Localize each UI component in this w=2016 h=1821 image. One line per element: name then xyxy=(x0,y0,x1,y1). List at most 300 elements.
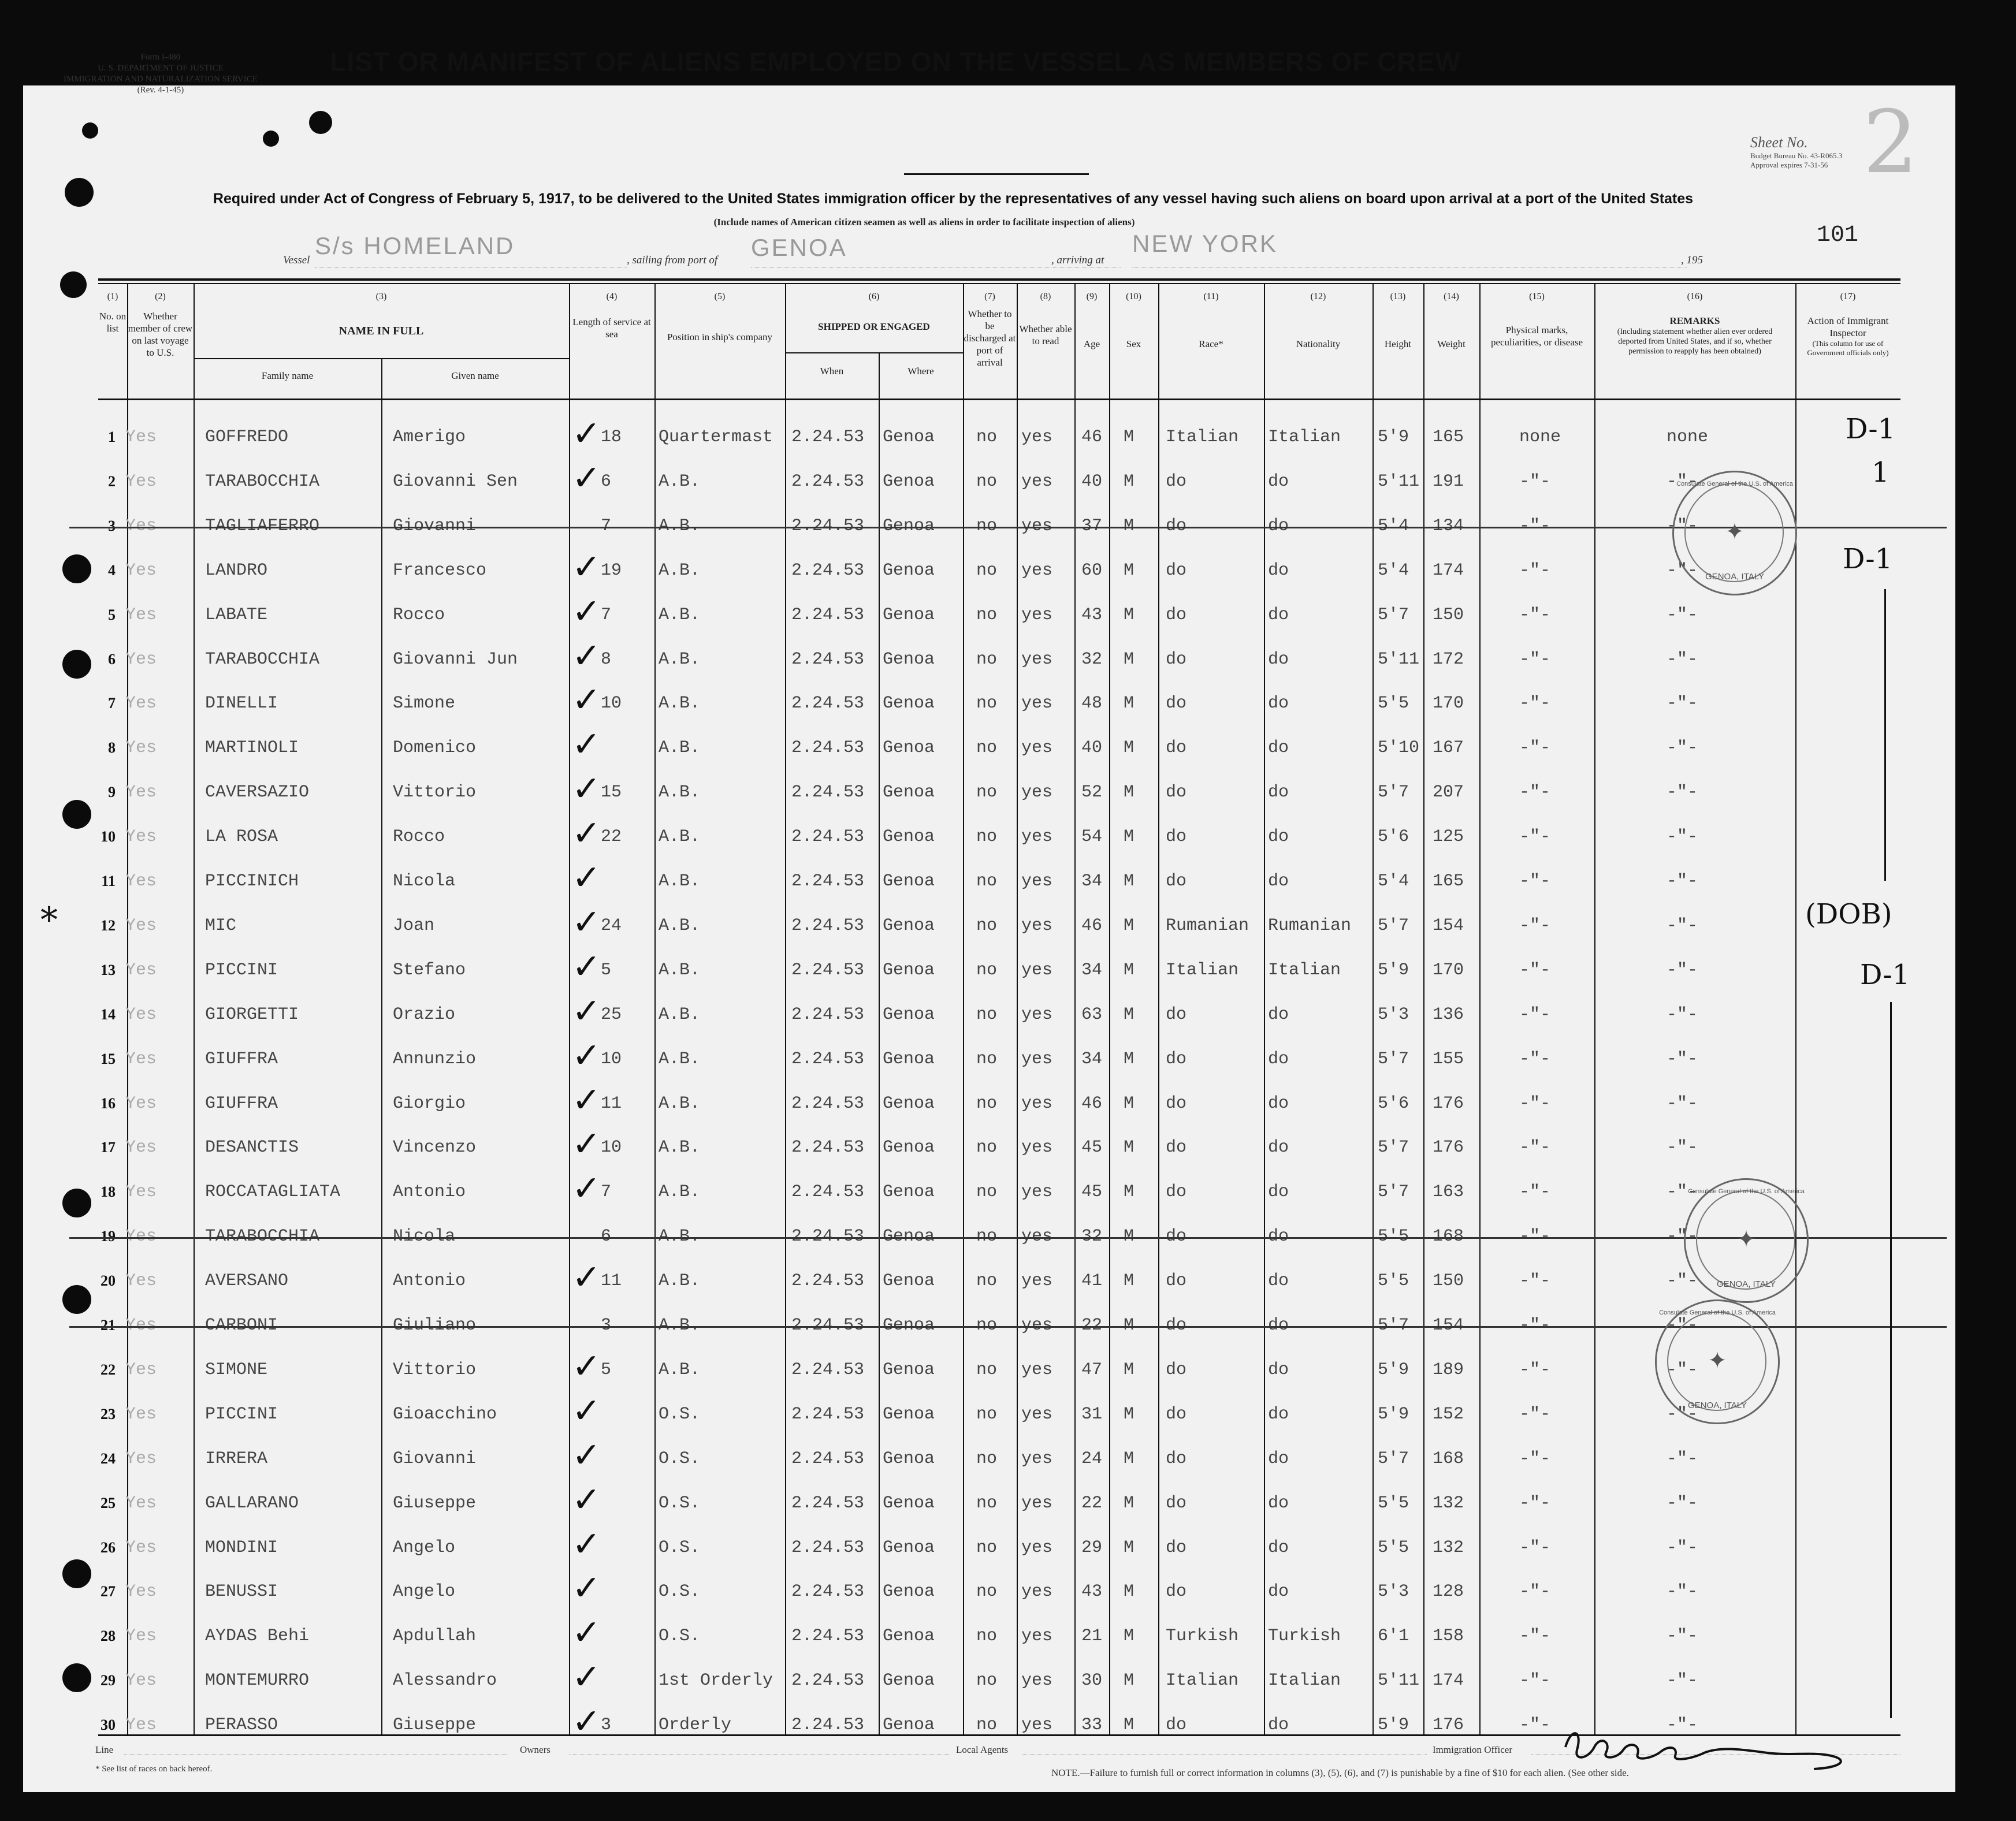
physical-marks-cell: -"- xyxy=(1519,650,1551,669)
service-length-cell: 10 xyxy=(601,694,622,713)
prev-crew-cell: Yes xyxy=(125,1005,157,1025)
given-name-cell: Simone xyxy=(393,694,456,713)
remarks-cell: -"- xyxy=(1667,1626,1698,1646)
shipped-date-cell: 2.24.53 xyxy=(791,783,865,802)
can-read-cell: yes xyxy=(1021,827,1053,847)
annotation-dob: (DOB) xyxy=(1805,898,1892,930)
given-name-cell: Angelo xyxy=(393,1538,456,1558)
sex-cell: M xyxy=(1124,516,1135,536)
age-cell: 46 xyxy=(1081,916,1103,936)
age-cell: 48 xyxy=(1081,694,1103,713)
position-cell: O.S. xyxy=(659,1582,701,1602)
prev-crew-cell: Yes xyxy=(125,1405,157,1424)
physical-marks-cell: -"- xyxy=(1519,1582,1551,1602)
age-cell: 32 xyxy=(1081,650,1103,669)
age-cell: 37 xyxy=(1081,516,1103,536)
checkmark-icon: ✓ xyxy=(572,813,601,854)
row-number: 7 xyxy=(108,695,116,712)
service-length-cell: 6 xyxy=(601,472,612,491)
row-number: 5 xyxy=(108,606,116,623)
shipped-port-cell: Genoa xyxy=(883,1582,935,1602)
col-6-header: (6) SHIPPED OR ENGAGED xyxy=(818,292,930,332)
height-cell: 5'7 xyxy=(1378,1182,1409,1202)
prev-crew-cell: Yes xyxy=(125,1094,157,1114)
service: IMMIGRATION AND NATURALIZATION SERVICE xyxy=(64,75,258,84)
discharge-cell: no xyxy=(976,1271,998,1291)
service-length-cell: 7 xyxy=(601,516,612,536)
physical-marks-cell: -"- xyxy=(1519,1405,1551,1424)
position-cell: A.B. xyxy=(659,472,701,491)
checkmark-icon: ✓ xyxy=(572,636,601,676)
age-cell: 52 xyxy=(1081,783,1103,802)
height-cell: 5'7 xyxy=(1378,605,1409,625)
prev-crew-cell: Yes xyxy=(125,1138,157,1157)
physical-marks-cell: -"- xyxy=(1519,1094,1551,1114)
sheet-label: Sheet No. xyxy=(1750,134,1808,151)
remarks-cell: -"- xyxy=(1667,1494,1698,1513)
discharge-cell: no xyxy=(976,605,998,625)
weight-cell: 150 xyxy=(1433,1271,1464,1291)
race-cell: do xyxy=(1166,783,1187,802)
can-read-cell: yes xyxy=(1021,650,1053,669)
col-5-header: (5) Position in ship's company xyxy=(667,292,773,342)
race-cell: do xyxy=(1166,1715,1187,1735)
nationality-cell: do xyxy=(1268,472,1289,491)
row-number: 2 xyxy=(108,473,116,490)
shipped-date-cell: 2.24.53 xyxy=(791,605,865,625)
nationality-cell: do xyxy=(1268,694,1289,713)
prev-crew-cell: Yes xyxy=(125,916,157,936)
remarks-cell: -"- xyxy=(1667,1094,1698,1114)
row-number: 20 xyxy=(101,1272,116,1289)
where-header: Where xyxy=(907,366,934,377)
shipped-date-cell: 2.24.53 xyxy=(791,1582,865,1602)
family-name-cell: PICCINICH xyxy=(205,872,299,891)
can-read-cell: yes xyxy=(1021,1405,1053,1424)
remarks-cell: -"- xyxy=(1667,1005,1698,1025)
race-cell: do xyxy=(1166,1094,1187,1114)
family-name-cell: PICCINI xyxy=(205,1405,278,1424)
sex-cell: M xyxy=(1124,1671,1135,1690)
given-name-cell: Antonio xyxy=(393,1271,466,1291)
race-cell: Italian xyxy=(1166,427,1239,447)
physical-marks-cell: -"- xyxy=(1519,561,1551,580)
physical-marks-cell: -"- xyxy=(1519,1049,1551,1069)
given-name-cell: Rocco xyxy=(393,827,445,847)
shipped-date-cell: 2.24.53 xyxy=(791,1538,865,1558)
prev-crew-cell: Yes xyxy=(125,1227,157,1246)
stamp-city: GENOA, ITALY xyxy=(1688,1401,1747,1410)
prev-crew-cell: Yes xyxy=(125,1271,157,1291)
nationality-cell: do xyxy=(1268,1715,1289,1735)
checkmark-icon: ✓ xyxy=(572,547,601,587)
sheet-number: 2 xyxy=(1863,92,1918,193)
sex-cell: M xyxy=(1124,960,1135,980)
family-name-cell: AYDAS Behi xyxy=(205,1626,310,1646)
discharge-cell: no xyxy=(976,561,998,580)
nationality-cell: do xyxy=(1268,1138,1289,1157)
row-number: 18 xyxy=(101,1183,116,1200)
race-cell: do xyxy=(1166,561,1187,580)
col-7-header: (7) Whether to be discharged at port of arrival xyxy=(964,292,1016,368)
discharge-cell: no xyxy=(976,1227,998,1246)
remarks-cell: -"- xyxy=(1667,516,1698,536)
position-cell: A.B. xyxy=(659,1360,701,1380)
column-rule xyxy=(1109,283,1110,1734)
prev-crew-cell: Yes xyxy=(125,605,157,625)
remarks-cell: -"- xyxy=(1667,872,1698,891)
age-cell: 41 xyxy=(1081,1271,1103,1291)
can-read-cell: yes xyxy=(1021,1227,1053,1246)
age-cell: 40 xyxy=(1081,472,1103,491)
remarks-cell: -"- xyxy=(1667,1227,1698,1246)
annotation-d1: D-1 xyxy=(1843,543,1893,575)
sex-cell: M xyxy=(1124,694,1135,713)
height-cell: 5'4 xyxy=(1378,516,1409,536)
can-read-cell: yes xyxy=(1021,1360,1053,1380)
shipped-port-cell: Genoa xyxy=(883,783,935,802)
race-cell: do xyxy=(1166,1271,1187,1291)
position-cell: A.B. xyxy=(659,561,701,580)
height-cell: 5'5 xyxy=(1378,694,1409,713)
family-name-cell: TARABOCCHIA xyxy=(205,650,320,669)
age-cell: 46 xyxy=(1081,427,1103,447)
shipped-port-cell: Genoa xyxy=(883,1360,935,1380)
physical-marks-cell: -"- xyxy=(1519,738,1551,758)
race-cell: do xyxy=(1166,472,1187,491)
family-name-cell: AVERSANO xyxy=(205,1271,289,1291)
sex-cell: M xyxy=(1124,1316,1135,1335)
remarks-cell: -"- xyxy=(1667,916,1698,936)
height-cell: 5'7 xyxy=(1378,916,1409,936)
checkmark-icon: ✓ xyxy=(572,1568,601,1608)
footer-owners-label: Owners xyxy=(520,1744,551,1755)
nationality-cell: do xyxy=(1268,872,1289,891)
col-10-header: (10) Sex xyxy=(1126,292,1141,349)
shipped-port-cell: Genoa xyxy=(883,1049,935,1069)
can-read-cell: yes xyxy=(1021,1271,1053,1291)
checkmark-icon: ✓ xyxy=(572,591,601,632)
position-cell: A.B. xyxy=(659,1049,701,1069)
weight-cell: 176 xyxy=(1433,1094,1464,1114)
shipped-date-cell: 2.24.53 xyxy=(791,1494,865,1513)
shipped-port-cell: Genoa xyxy=(883,1271,935,1291)
checkmark-icon: ✓ xyxy=(572,947,601,987)
position-cell: A.B. xyxy=(659,1138,701,1157)
footer-officer-label: Immigration Officer xyxy=(1433,1744,1513,1755)
height-cell: 5'11 xyxy=(1378,472,1420,491)
weight-cell: 168 xyxy=(1433,1227,1464,1246)
row-number: 16 xyxy=(101,1095,116,1112)
row-number: 1 xyxy=(108,429,116,445)
weight-cell: 163 xyxy=(1433,1182,1464,1202)
given-name-cell: Stefano xyxy=(393,960,466,980)
weight-cell: 189 xyxy=(1433,1360,1464,1380)
discharge-cell: no xyxy=(976,1049,998,1069)
height-cell: 5'9 xyxy=(1378,1360,1409,1380)
col-9-header: (9) Age xyxy=(1083,292,1100,349)
position-cell: O.S. xyxy=(659,1626,701,1646)
discharge-cell: no xyxy=(976,1494,998,1513)
age-cell: 24 xyxy=(1081,1449,1103,1469)
sailing-port: GENOA xyxy=(751,234,847,261)
discharge-cell: no xyxy=(976,1715,998,1735)
shipped-port-cell: Genoa xyxy=(883,738,935,758)
race-cell: do xyxy=(1166,1360,1187,1380)
height-cell: 5'9 xyxy=(1378,427,1409,447)
row-number: 14 xyxy=(101,1006,116,1023)
fine-note: NOTE.—Failure to furnish full or correct information in columns (3), (5), (6), and (7) is punishable by a fine of $10 for each alien. (See other side. xyxy=(1051,1767,1629,1778)
column-rule xyxy=(1074,283,1076,1734)
age-cell: 34 xyxy=(1081,1049,1103,1069)
sex-cell: M xyxy=(1124,916,1135,936)
height-cell: 5'9 xyxy=(1378,1715,1409,1735)
can-read-cell: yes xyxy=(1021,516,1053,536)
race-cell: Italian xyxy=(1166,1671,1239,1690)
discharge-cell: no xyxy=(976,1671,998,1690)
service-length-cell: 3 xyxy=(601,1316,612,1335)
bracket-line xyxy=(1890,1002,1892,1718)
discharge-cell: no xyxy=(976,516,998,536)
weight-cell: 134 xyxy=(1433,516,1464,536)
checkmark-icon: ✓ xyxy=(572,1391,601,1431)
row-number: 22 xyxy=(101,1361,116,1378)
family-name-cell: LA ROSA xyxy=(205,827,278,847)
shipped-port-cell: Genoa xyxy=(883,605,935,625)
nationality-cell: do xyxy=(1268,1360,1289,1380)
year-label: , 195 xyxy=(1681,254,1703,266)
physical-marks-cell: -"- xyxy=(1519,1449,1551,1469)
shipped-date-cell: 2.24.53 xyxy=(791,1405,865,1424)
prev-crew-cell: Yes xyxy=(125,1449,157,1469)
prev-crew-cell: Yes xyxy=(125,783,157,802)
given-name-cell: Giuliano xyxy=(393,1316,477,1335)
footer-agents-label: Local Agents xyxy=(956,1744,1009,1755)
subnote: (Include names of American citizen seamen as well as aliens in order to facilitate inspection of aliens) xyxy=(713,217,1135,228)
height-cell: 5'3 xyxy=(1378,1005,1409,1025)
discharge-cell: no xyxy=(976,1626,998,1646)
shipped-date-cell: 2.24.53 xyxy=(791,1449,865,1469)
given-name-cell: Giorgio xyxy=(393,1094,466,1114)
family-name-cell: GIUFFRA xyxy=(205,1049,278,1069)
height-cell: 5'7 xyxy=(1378,783,1409,802)
discharge-cell: no xyxy=(976,1360,998,1380)
sex-cell: M xyxy=(1124,650,1135,669)
race-cell: do xyxy=(1166,1005,1187,1025)
family-name-cell: GIORGETTI xyxy=(205,1005,299,1025)
weight-cell: 170 xyxy=(1433,960,1464,980)
position-cell: A.B. xyxy=(659,1316,701,1335)
checkmark-icon: ✓ xyxy=(572,991,601,1031)
physical-marks-cell: -"- xyxy=(1519,1494,1551,1513)
shipped-date-cell: 2.24.53 xyxy=(791,1626,865,1646)
physical-marks-cell: -"- xyxy=(1519,472,1551,491)
shipped-date-cell: 2.24.53 xyxy=(791,1271,865,1291)
shipped-date-cell: 2.24.53 xyxy=(791,1049,865,1069)
family-name-cell: PICCINI xyxy=(205,960,278,980)
discharge-cell: no xyxy=(976,1582,998,1602)
family-name-cell: GIUFFRA xyxy=(205,1094,278,1114)
given-name-cell: Apdullah xyxy=(393,1626,477,1646)
shipped-port-cell: Genoa xyxy=(883,1494,935,1513)
col-12-header: (12) Nationality xyxy=(1296,292,1341,349)
punch-hole xyxy=(65,178,94,207)
discharge-cell: no xyxy=(976,827,998,847)
annotation-star: * xyxy=(40,900,58,940)
discharge-cell: no xyxy=(976,1138,998,1157)
height-cell: 5'9 xyxy=(1378,960,1409,980)
column-rule xyxy=(654,283,656,1734)
shipped-date-cell: 2.24.53 xyxy=(791,916,865,936)
when-header: When xyxy=(820,366,844,377)
arriving-label: , arriving at xyxy=(1051,254,1104,266)
prev-crew-cell: Yes xyxy=(125,1494,157,1513)
can-read-cell: yes xyxy=(1021,783,1053,802)
discharge-cell: no xyxy=(976,1449,998,1469)
can-read-cell: yes xyxy=(1021,738,1053,758)
column-rule xyxy=(1372,283,1374,1734)
can-read-cell: yes xyxy=(1021,427,1053,447)
height-cell: 5'4 xyxy=(1378,872,1409,891)
given-name-cell: Domenico xyxy=(393,738,477,758)
shipped-date-cell: 2.24.53 xyxy=(791,1227,865,1246)
physical-marks-cell: -"- xyxy=(1519,605,1551,625)
age-cell: 45 xyxy=(1081,1182,1103,1202)
given-name-cell: Giovanni Jun xyxy=(393,650,518,669)
vessel-name: S/s HOMELAND xyxy=(315,232,515,259)
sex-cell: M xyxy=(1124,561,1135,580)
budget-info xyxy=(1750,151,1842,170)
sex-cell: M xyxy=(1124,827,1135,847)
can-read-cell: yes xyxy=(1021,1005,1053,1025)
position-cell: A.B. xyxy=(659,960,701,980)
family-name-cell: DESANCTIS xyxy=(205,1138,299,1157)
height-cell: 5'4 xyxy=(1378,561,1409,580)
position-cell: A.B. xyxy=(659,605,701,625)
column-rule xyxy=(1017,283,1018,1734)
physical-marks-cell: -"- xyxy=(1519,1271,1551,1291)
column-rule xyxy=(569,283,570,1734)
discharge-cell: no xyxy=(976,1405,998,1424)
column-rule xyxy=(1594,283,1595,1734)
sex-cell: M xyxy=(1124,1582,1135,1602)
age-cell: 60 xyxy=(1081,561,1103,580)
row-number: 12 xyxy=(101,917,116,934)
can-read-cell: yes xyxy=(1021,1538,1053,1558)
stamp-eagle-icon: ✦ xyxy=(1725,519,1745,545)
sex-cell: M xyxy=(1124,1271,1135,1291)
can-read-cell: yes xyxy=(1021,1138,1053,1157)
prev-crew-cell: Yes xyxy=(125,872,157,891)
sex-cell: M xyxy=(1124,427,1135,447)
subheader-rule xyxy=(785,352,963,353)
col-16-header: (16) REMARKS (Including statement whether alien ever ordered deported from United States, and if so, whether permission to reapply has been obtained) xyxy=(1617,292,1773,356)
remarks-cell: -"- xyxy=(1667,1316,1698,1335)
physical-marks-cell: -"- xyxy=(1519,1227,1551,1246)
nationality-cell: Turkish xyxy=(1268,1626,1341,1646)
position-cell: A.B. xyxy=(659,783,701,802)
header-top-rule xyxy=(98,278,1900,281)
checkmark-icon: ✓ xyxy=(572,769,601,809)
prev-crew-cell: Yes xyxy=(125,1538,157,1558)
position-cell: A.B. xyxy=(659,1094,701,1114)
physical-marks-cell: -"- xyxy=(1519,1538,1551,1558)
shipped-port-cell: Genoa xyxy=(883,872,935,891)
family-name-cell: DINELLI xyxy=(205,694,278,713)
remarks-cell: -"- xyxy=(1667,1715,1698,1735)
weight-cell: 128 xyxy=(1433,1582,1464,1602)
remarks-cell: -"- xyxy=(1667,561,1698,580)
given-name-cell: Gioacchino xyxy=(393,1405,497,1424)
race-cell: Italian xyxy=(1166,960,1239,980)
sex-cell: M xyxy=(1124,872,1135,891)
nationality-cell: do xyxy=(1268,516,1289,536)
age-cell: 33 xyxy=(1081,1715,1103,1735)
column-rule xyxy=(1795,283,1796,1734)
race-cell: do xyxy=(1166,827,1187,847)
shipped-port-cell: Genoa xyxy=(883,1405,935,1424)
col-1-header: (1) No. on list xyxy=(99,292,127,334)
physical-marks-cell: -"- xyxy=(1519,1005,1551,1025)
given-name-cell: Angelo xyxy=(393,1582,456,1602)
given-name-cell: Vincenzo xyxy=(393,1138,477,1157)
checkmark-icon: ✓ xyxy=(572,1346,601,1387)
physical-marks-cell: -"- xyxy=(1519,1138,1551,1157)
shipped-port-cell: Genoa xyxy=(883,1138,935,1157)
form-number: Form I-480 xyxy=(140,53,181,62)
shipped-date-cell: 2.24.53 xyxy=(791,1671,865,1690)
subheader-divider xyxy=(381,358,382,1734)
column-rule xyxy=(963,283,964,1734)
race-cell: do xyxy=(1166,1538,1187,1558)
col-13-header: (13) Height xyxy=(1384,292,1412,349)
remarks-cell: -"- xyxy=(1667,738,1698,758)
nationality-cell: do xyxy=(1268,738,1289,758)
checkmark-icon: ✓ xyxy=(572,902,601,943)
punch-hole xyxy=(263,131,279,147)
position-cell: A.B. xyxy=(659,916,701,936)
physical-marks-cell: -"- xyxy=(1519,783,1551,802)
prev-crew-cell: Yes xyxy=(125,1671,157,1690)
nationality-cell: do xyxy=(1268,1449,1289,1469)
race-cell: Rumanian xyxy=(1166,916,1249,936)
annotation-one: 1 xyxy=(1872,456,1889,489)
position-cell: 1st Orderly xyxy=(659,1671,773,1690)
header-bottom-rule xyxy=(98,399,1900,400)
weight-cell: 207 xyxy=(1433,783,1464,802)
discharge-cell: no xyxy=(976,1182,998,1202)
shipped-port-cell: Genoa xyxy=(883,694,935,713)
service-length-cell: 3 xyxy=(601,1715,612,1735)
age-cell: 21 xyxy=(1081,1626,1103,1646)
col-14-header: (14) Weight xyxy=(1437,292,1465,349)
can-read-cell: yes xyxy=(1021,1449,1053,1469)
revision: (Rev. 4-1-45) xyxy=(137,85,184,95)
given-name-cell: Vittorio xyxy=(393,1360,477,1380)
row-number: 8 xyxy=(108,739,116,756)
physical-marks-cell: -"- xyxy=(1519,1715,1551,1735)
physical-marks-cell: none xyxy=(1519,427,1561,447)
family-name-cell: BENUSSI xyxy=(205,1582,278,1602)
weight-cell: 165 xyxy=(1433,872,1464,891)
family-name-cell: IRRERA xyxy=(205,1449,268,1469)
weight-cell: 152 xyxy=(1433,1405,1464,1424)
shipped-date-cell: 2.24.53 xyxy=(791,738,865,758)
race-cell: do xyxy=(1166,1582,1187,1602)
strikethrough-line xyxy=(69,1237,1947,1239)
can-read-cell: yes xyxy=(1021,1049,1053,1069)
can-read-cell: yes xyxy=(1021,960,1053,980)
